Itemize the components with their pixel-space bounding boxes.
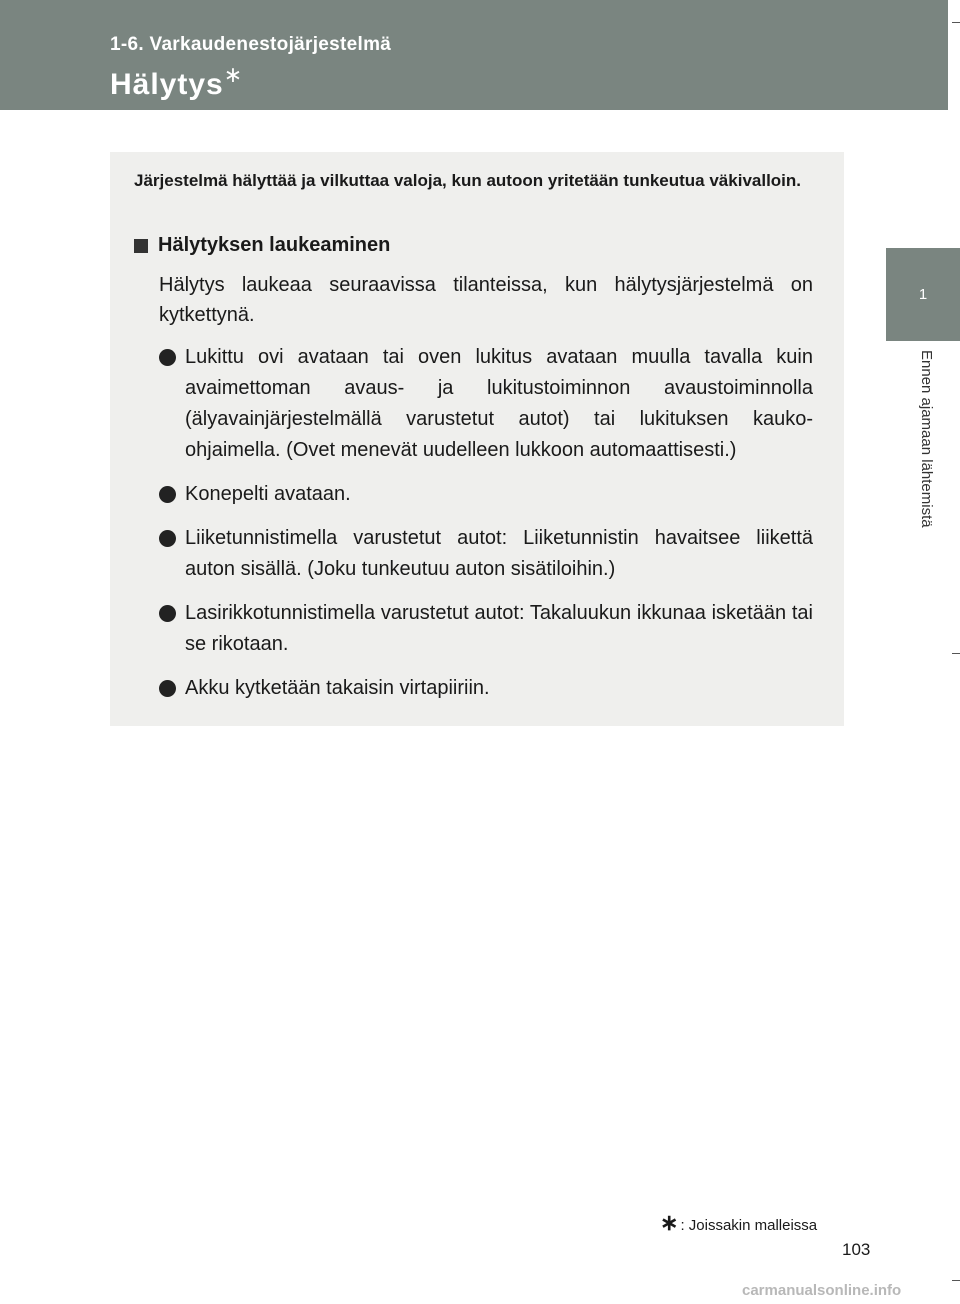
chapter-tab xyxy=(886,248,960,341)
footnote xyxy=(660,1210,817,1236)
section-label: 1-6. Varkaudenestojärjestelmä xyxy=(110,34,392,55)
list-item-text: Liiketunnistimella varustetut autot: Liiketunnistin havaitsee liikettä auton sisällä. (Joku tunkeutuu auton sisätiloihin.) xyxy=(185,527,813,580)
list-item-text: Akku kytketään takaisin virtapiiriin. xyxy=(185,677,490,699)
list-item xyxy=(159,342,813,466)
footnote-asterisk: ∗ xyxy=(660,1210,679,1235)
list-item-text: Konepelti avataan. xyxy=(185,483,351,505)
content-panel xyxy=(110,152,844,726)
crop-mark xyxy=(952,22,960,23)
list-item xyxy=(159,673,813,704)
sub-heading xyxy=(134,234,390,257)
chapter-title: Ennen ajamaan lähtemistä xyxy=(918,350,935,528)
list-item-text: Lasirikkotunnistimella varustetut autot: Takaluukun ikkunaa isketään tai se rikotaan. xyxy=(185,602,813,655)
list-item xyxy=(159,479,813,510)
intro-text: Järjestelmä hälyttää ja vilkuttaa valoja, kun autoon yritetään tunkeutua väkivalloin. xyxy=(134,171,802,190)
crop-mark xyxy=(952,1280,960,1281)
sub-heading-text: Hälytyksen laukeaminen xyxy=(158,234,391,256)
list-item-text: Lukittu ovi avataan tai oven lukitus avataan muulla tavalla kuin avaimettoman avaus- ja lukitustoiminnon avaustoiminnolla (älyavainjärjestelmällä varustetut autot) tai lukituksen kauko-ohjaimella. (Ovet menevät uudelleen lukkoon automaattisesti.) xyxy=(185,346,813,461)
circle-bullet-icon xyxy=(159,530,176,547)
footnote-text: : Joissakin malleissa xyxy=(680,1217,818,1234)
watermark: carmanualsonline.info xyxy=(742,1282,902,1299)
list-item xyxy=(159,523,813,585)
title-asterisk: ∗ xyxy=(223,62,244,87)
list-item xyxy=(159,598,813,660)
body-text: Hälytys laukeaa seuraavissa tilanteissa, kun hälytysjärjestelmä on kytkettynä. xyxy=(159,274,813,326)
bullet-list xyxy=(159,342,813,717)
crop-mark xyxy=(952,653,960,654)
circle-bullet-icon xyxy=(159,680,176,697)
square-bullet-icon xyxy=(134,239,148,253)
circle-bullet-icon xyxy=(159,349,176,366)
circle-bullet-icon xyxy=(159,605,176,622)
page-number: 103 xyxy=(842,1240,871,1259)
header-band xyxy=(0,0,948,110)
circle-bullet-icon xyxy=(159,486,176,503)
chapter-number: 1 xyxy=(918,286,928,303)
page-title-text: Hälytys xyxy=(110,68,224,101)
page-title xyxy=(110,62,243,102)
